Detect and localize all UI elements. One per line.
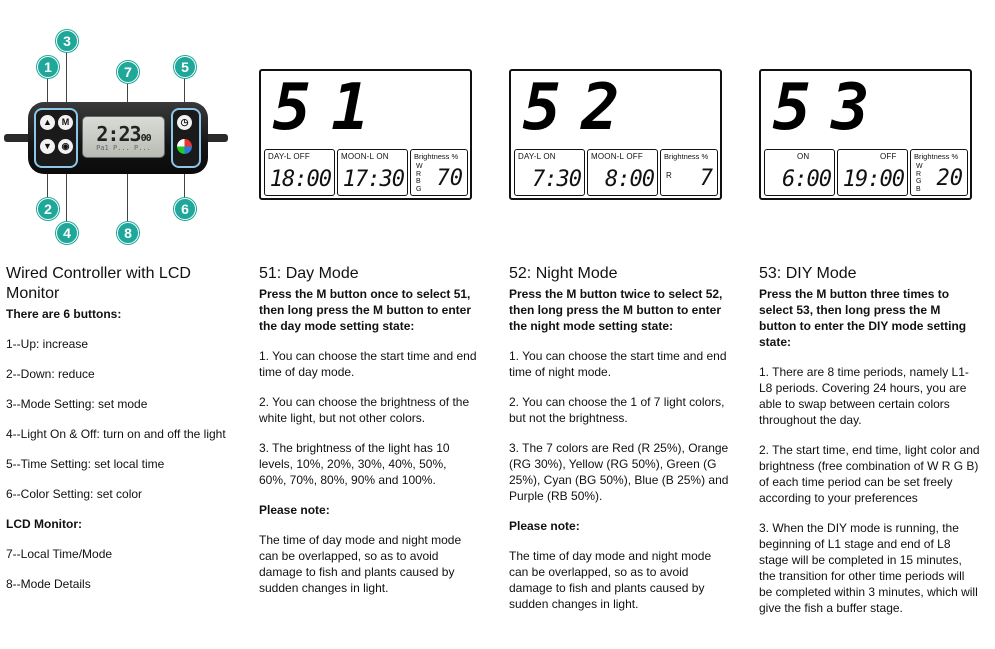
callout-badge-6: 6: [174, 198, 196, 220]
brightness-box: [910, 149, 968, 196]
brightness-label: Brightness %: [664, 152, 709, 161]
note-text: The time of day mode and night mode can be overlapped, so as to avoid damage to fish and plants caused by sudden changes in light.: [509, 549, 712, 611]
box-time: 6:00: [782, 167, 831, 192]
box-time: 17:30: [342, 167, 404, 192]
button-item-up: 1--Up: increase: [6, 337, 89, 351]
diy-mode-description: [759, 264, 981, 616]
up-button[interactable]: ▲: [40, 115, 55, 130]
brightness-box: [660, 149, 718, 196]
box-time: 18:00: [269, 167, 331, 192]
section-title: Wired Controller with LCD Monitor: [6, 265, 191, 302]
lcd-item-mode: 8--Mode Details: [6, 577, 91, 591]
box-label: OFF: [880, 152, 897, 161]
lcd-panel-diy-mode: [759, 69, 972, 200]
intro-text: Press the M button three times to select 53, then long press the M button to enter the DIY mode setting state:: [759, 287, 967, 349]
section-title: 52: Night Mode: [509, 265, 618, 282]
clock-icon: ◷: [180, 117, 189, 127]
controller-body: [28, 102, 208, 174]
controller-illustration: [0, 28, 240, 248]
point-1: 1. You can choose the start time and end time of day mode.: [259, 349, 477, 379]
day-mode-description: [259, 264, 477, 596]
day-light-off-box: [264, 149, 335, 196]
leader-line-3: [66, 50, 67, 108]
button-item-time: 5--Time Setting: set local time: [6, 457, 165, 471]
box-time: 7:30: [532, 167, 581, 192]
mode-details-display: Pa1 P... P...: [96, 144, 151, 152]
point-3: 3. The brightness of the light has 10 levels, 10%, 20%, 30%, 40%, 50%, 60%, 70%, 80%, 90% and 100%.: [259, 441, 450, 487]
note-heading: Please note:: [509, 519, 580, 533]
callout-badge-3: 3: [56, 30, 78, 52]
note-heading: Please note:: [259, 503, 330, 517]
section-title: 51: Day Mode: [259, 265, 359, 282]
color-setting-button[interactable]: [177, 139, 192, 154]
mode-number: 52: [522, 71, 640, 145]
brightness-value: 7: [699, 166, 713, 191]
button-item-color: 6--Color Setting: set color: [6, 487, 143, 501]
channel-list: W R B G: [416, 163, 423, 193]
down-button[interactable]: ▼: [40, 139, 55, 154]
box-label: MOON-L ON: [341, 152, 389, 161]
intro-text: Press the M button once to select 51, then long press the M button to enter the day mode setting state:: [259, 287, 471, 333]
point-2: 2. You can choose the 1 of 7 light colors, but not the brightness.: [509, 395, 725, 425]
lcd-panel-day-mode: [259, 69, 472, 200]
channel-list: W R G B: [916, 163, 923, 193]
brightness-value: 20: [936, 166, 963, 191]
brightness-label: Brightness %: [414, 152, 459, 161]
intro-text: Press the M button twice to select 52, then long press the M button to enter the night mode setting state:: [509, 287, 723, 333]
box-label: ON: [797, 152, 810, 161]
point-2: 2. The start time, end time, light color and brightness (free combination of W R G B) of each time period can be set freely according to your preferences: [759, 443, 980, 505]
lcd-item-time: 7--Local Time/Mode: [6, 547, 113, 561]
night-mode-description: [509, 264, 731, 612]
light-button[interactable]: ◉: [58, 139, 73, 154]
point-2: 2. You can choose the brightness of the white light, but not other colors.: [259, 395, 470, 425]
box-label: DAY-L ON: [518, 152, 556, 161]
point-3: 3. When the DIY mode is running, the beginning of L1 stage and end of L8 stage will be completed in 15 minutes, the transition for other time periods will be completed within 3 minutes, which will give the fish a buffer stage.: [759, 521, 978, 615]
section-title: 53: DIY Mode: [759, 265, 857, 282]
box-label: DAY-L OFF: [268, 152, 310, 161]
brightness-label: Brightness %: [914, 152, 959, 161]
button-item-light: 4--Light On & Off: turn on and off the light: [6, 427, 226, 441]
box-label: MOON-L OFF: [591, 152, 643, 161]
buttons-heading: There are 6 buttons:: [6, 307, 122, 321]
box-time: 19:00: [842, 167, 904, 192]
controller-lcd-screen: [82, 116, 165, 158]
button-item-down: 2--Down: reduce: [6, 367, 95, 381]
on-time-box: [764, 149, 835, 196]
lcd-panel-night-mode: [509, 69, 722, 200]
moon-light-on-box: [337, 149, 408, 196]
local-time-display: 2:2300: [96, 122, 151, 146]
callout-badge-1: 1: [37, 56, 59, 78]
button-item-mode: 3--Mode Setting: set mode: [6, 397, 148, 411]
note-text: The time of day mode and night mode can be overlapped, so as to avoid damage to fish and plants caused by sudden changes in light.: [259, 533, 462, 595]
brightness-box: [410, 149, 468, 196]
callout-badge-5: 5: [174, 56, 196, 78]
day-light-on-box: [514, 149, 585, 196]
moon-light-off-box: [587, 149, 658, 196]
point-1: 1. You can choose the start time and end time of night mode.: [509, 349, 727, 379]
point-1: 1. There are 8 time periods, namely L1-L8 periods. Covering 24 hours, you are able to swap between certain colors throughout the day.: [759, 365, 969, 427]
brightness-value: 70: [436, 166, 463, 191]
callout-badge-4: 4: [56, 222, 78, 244]
callout-badge-7: 7: [117, 61, 139, 83]
callout-badge-8: 8: [117, 222, 139, 244]
point-3: 3. The 7 colors are Red (R 25%), Orange (RG 30%), Yellow (RG 50%), Green (G 25%), Cyan (BG 50%), Blue (B 25%) and Purple (RB 50%).: [509, 441, 729, 503]
mode-number: 53: [772, 71, 890, 145]
off-time-box: [837, 149, 908, 196]
controller-description: [6, 264, 231, 592]
mode-button[interactable]: M: [58, 115, 73, 130]
channel-list: R: [666, 171, 672, 180]
callout-badge-2: 2: [37, 198, 59, 220]
mode-number: 51: [272, 71, 390, 145]
leader-line-4: [66, 168, 67, 223]
box-time: 8:00: [605, 167, 654, 192]
lcd-heading: LCD Monitor:: [6, 517, 82, 531]
time-setting-button[interactable]: [177, 115, 192, 130]
